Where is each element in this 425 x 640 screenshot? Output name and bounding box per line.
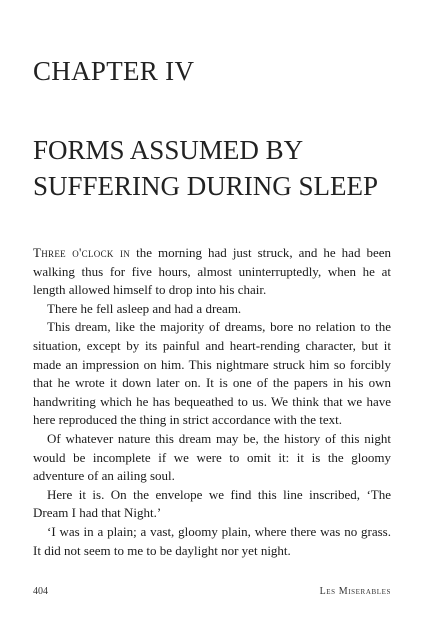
chapter-title-line-1: FORMS ASSUMED BY bbox=[33, 135, 304, 165]
paragraph-6: ‘I was in a plain; a vast, gloomy plain, where there was no grass. It did not seem to me to be daylight nor yet night. bbox=[33, 523, 391, 558]
paragraph-2: There he fell asleep and had a dream. bbox=[47, 300, 242, 316]
chapter-title-line-2: SUFFERING DURING SLEEP bbox=[33, 171, 379, 201]
paragraph-lead-smallcaps: Three o'clock in bbox=[33, 245, 131, 260]
chapter-title bbox=[33, 132, 378, 204]
paragraph-1-text: the morning had just struck, and he had been walking thus for five hours, almost uninterruptedly, when he at length allowed himself to drop into his chair. bbox=[33, 245, 391, 298]
body-text bbox=[33, 244, 391, 560]
running-head: Les Miserables bbox=[319, 586, 391, 597]
chapter-number: CHAPTER IV bbox=[33, 56, 195, 86]
paragraph-4: Of whatever nature this dream may be, the history of this night would be incomplete if we were to omit it: it is the gloomy adventure of an ailing soul. bbox=[33, 430, 391, 484]
paragraph-5: Here it is. On the envelope we find this line inscribed, ‘The Dream I had that Night.’ bbox=[33, 486, 391, 521]
paragraph-3: This dream, like the majority of dreams, bore no relation to the situation, except by its painful and heart-rending character, but it made an impression on him. This nightmare struck him so forcibly that he wrote it down later on. It is one of the papers in his own handwriting which he has bequeathed to us. We think that we have here reproduced the thing in strict accordance with the text. bbox=[33, 319, 391, 428]
page-number: 404 bbox=[33, 586, 48, 597]
paragraph-1 bbox=[33, 244, 391, 300]
